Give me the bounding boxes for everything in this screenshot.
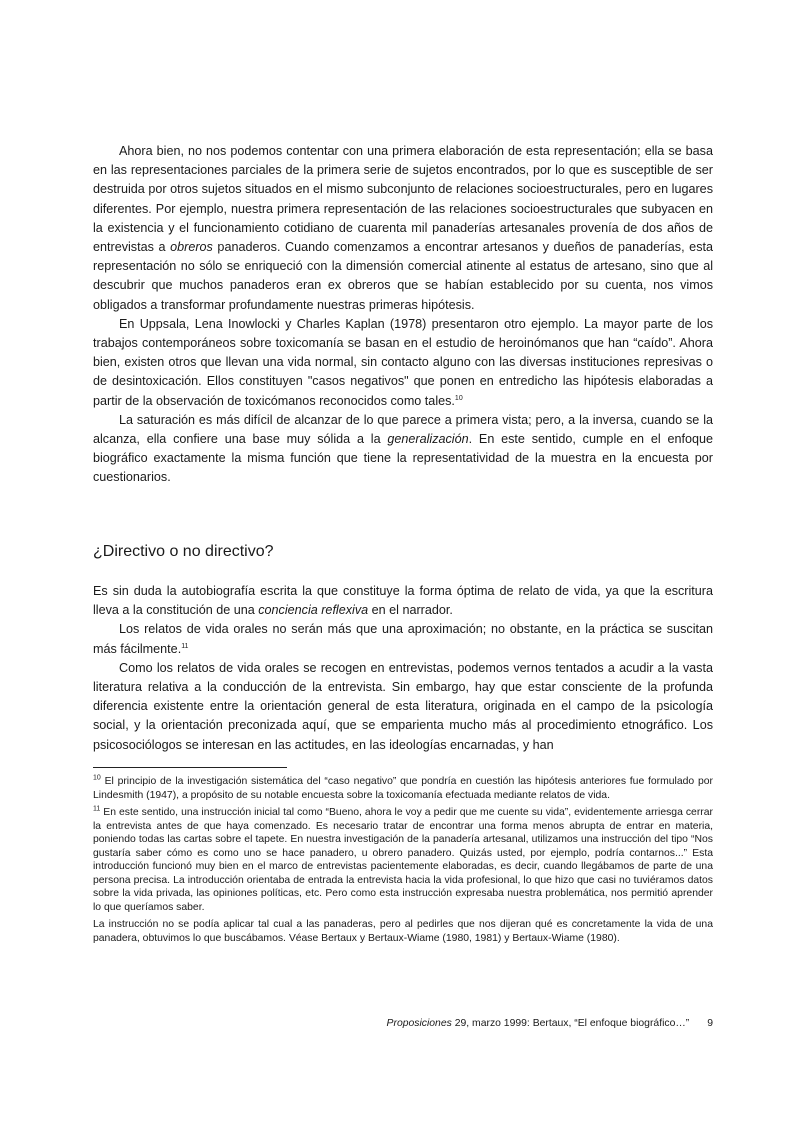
section-body-1 xyxy=(93,142,713,488)
paragraph xyxy=(93,142,713,315)
section-heading: ¿Directivo o no directivo? xyxy=(93,543,274,560)
footnote-divider xyxy=(93,767,287,768)
paragraph-text: Como los relatos de vida orales se recogen en entrevistas, podemos vernos tentados a acudir a la vasta literatura relativa a la conducción de la entrevista. Sin embargo, hay que estar consciente de la profunda diferencia existente entre la orientación general de esta literatura, originada en el campo de la psicología social, y la orientación preconizada aquí, que se emparienta mucho más al procedimiento etnográfico. Los psicosociólogos se interesan en las actitudes, en las ideologías encarnadas, y han xyxy=(93,660,713,752)
emphasis-text: obreros xyxy=(170,240,213,255)
paragraph-text: . En este sentido, cumple en el enfoque biográfico exactamente la misma función que tiene la representatividad de la muestra en la encuesta por cuestionarios. xyxy=(93,432,713,485)
footer-citation: 29, marzo 1999: Bertaux, “El enfoque biográfico…” xyxy=(451,1018,690,1029)
footnote-ref: 11 xyxy=(181,642,189,650)
footnote-mark: 10 xyxy=(93,774,101,782)
section-body-2 xyxy=(93,582,713,755)
paragraph-text: en el narrador. xyxy=(368,603,453,618)
page-number: 9 xyxy=(707,1018,713,1029)
footnote-ref: 10 xyxy=(454,394,463,402)
footnote-10 xyxy=(93,775,713,802)
paragraph-text: En Uppsala, Lena Inowlocki y Charles Kaplan (1978) presentaron otro ejemplo. La mayor parte de los trabajos contemporáneos sobre toxicomanía se basan en el estudio de heroinómanos que han “caído”. Ahora bien, existen otros que llevan una vida normal, sin contacto alguno con las diversas instituciones represivas o de desintoxicación. Ellos constituyen "casos negativos" que ponen en entredicho las hipótesis elaboradas a partir de la observación de toxicómanos reconocidos como tales. xyxy=(93,316,713,408)
page-footer xyxy=(93,1018,713,1029)
paragraph-text: panaderos. Cuando comenzamos a encontrar artesanos y dueños de panaderías, esta representación no sólo se enriqueció con la dimensión comercial atinente al estatus de artesano, sino que al descubrir que muchos panaderos eran ex obreros que se habían establecido por su cuenta, nos vimos obligados a transformar profundamente nuestras primeras hipótesis. xyxy=(93,240,713,312)
paragraph-text: Los relatos de vida orales no serán más que una aproximación; no obstante, en la práctica se suscitan más fácilmente. xyxy=(93,622,713,656)
footnotes xyxy=(93,775,713,949)
footnote-text: El principio de la investigación sistemática del “caso negativo” que pondría en cuestión las hipótesis anteriores fue formulado por Lindesmith (1947), a propósito de su notable encuesta sobre la toxicomanía efectuada mediante relatos de vida. xyxy=(93,776,713,801)
footnote-mark: 11 xyxy=(93,805,101,813)
paragraph-text: La saturación es más difícil de alcanzar de lo que parece a primera vista; pero, a la inversa, cuando se la alcanza, ella confiere una base muy sólida a la xyxy=(93,412,713,447)
paragraph-text: Es sin duda la autobiografía escrita la que constituye la forma óptima de relato de vida, ya que la escritura lleva a la constitución de una xyxy=(93,584,713,618)
paragraph-text: Ahora bien, no nos podemos contentar con una primera elaboración de esta representación; ella se basa en las representaciones parciales de la primera serie de sujetos encontrados, por lo que es susceptible de ser destruida por otros sujetos situados en el mismo subconjunto de relaciones socioestructurales, pero en lugares diferentes. Por ejemplo, nuestra primera representación de las relaciones socioestructurales que subyacen en la existencia y el funcionamiento cotidiano de cuarenta mil panaderías artesanales provenía de dos años de entrevistas a xyxy=(93,144,713,255)
emphasis-text: generalización xyxy=(387,432,469,447)
journal-name: Proposiciones xyxy=(386,1018,452,1029)
paragraph xyxy=(93,659,713,755)
footnote-11-continued: La instrucción no se podía aplicar tal cual a las panaderas, pero al pedirles que nos dijeran qué es concretamente la vida de una panadera, obtuvimos lo que buscábamos. Véase Bertaux y Bertaux-Wiame (1980, 1981) y Bertaux-Wiame (1980). xyxy=(93,919,713,944)
emphasis-text: conciencia reflexiva xyxy=(258,603,369,618)
paragraph xyxy=(93,315,713,411)
footnote-11 xyxy=(93,806,713,914)
paragraph xyxy=(93,582,713,620)
paragraph xyxy=(93,411,713,488)
footnote-text: En este sentido, una instrucción inicial tal como “Bueno, ahora le voy a pedir que me cuente su vida”, evidentemente arriesga cerrar la entrevista antes de que haya comenzado. Es necesario tratar de encontrar una forma menos abrupta de entrar en materia, poniendo todas las cartas sobre el tapete. En nuestra investigación de la panadería artesanal, utilizamos una instrucción del tipo “Nos gustaría saber cómo es como uno se hace panadero, u obrero panadero. Quizás usted, por ejemplo, podría contarnos...” Esta introducción funcionó muy bien en el marco de entrevistas pacientemente elaboradas, es decir, cuando llegábamos de parte de una persona precisa. La introducción orientaba de entrada la entrevista hacia la vida profesional, lo que hizo que casi no tuviéramos datos sobre la vida privada, las opiniones políticas, etc. Pero como esta instrucción expresaba nuestra problemática, nos permitió aprender lo que queríamos saber. xyxy=(93,807,713,913)
paragraph xyxy=(93,620,713,658)
